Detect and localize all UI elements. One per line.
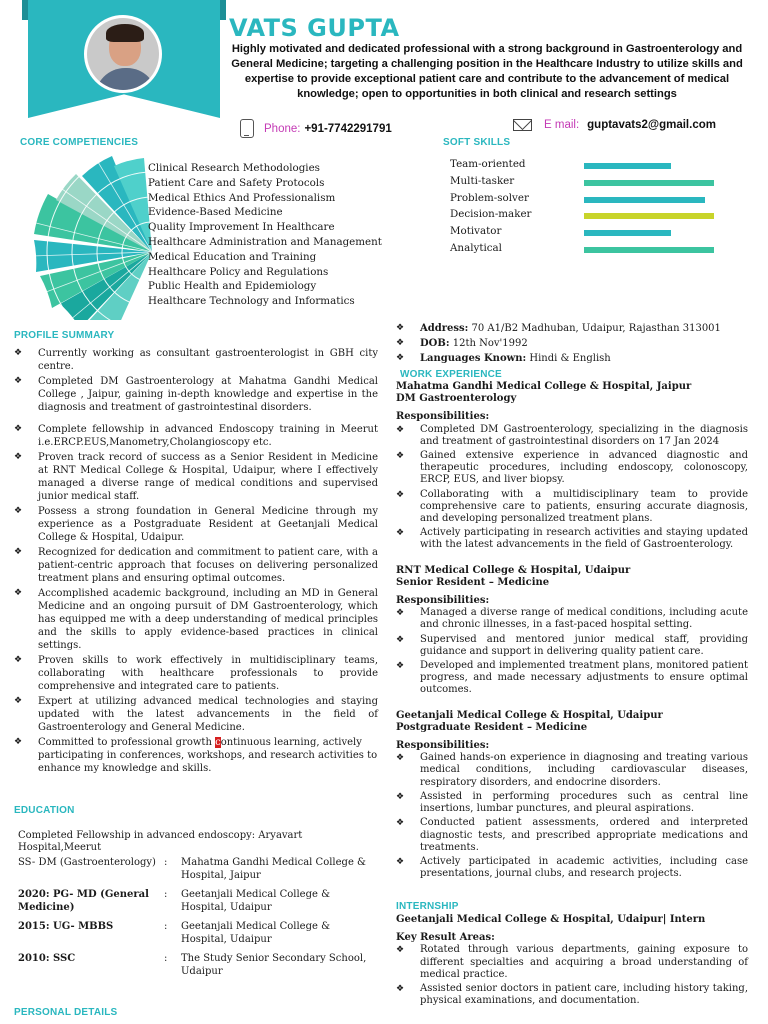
job-role: DM Gastroenterology [396,393,517,405]
job-item: ❖ Assisted in performing procedures such as central line insertions, lumbar punctures, and pleural aspirations. [396,791,748,815]
candidate-name: VATS GUPTA [229,14,400,42]
profile-summary-list [14,347,378,775]
competency-item: Patient Care and Safety Protocols [148,176,325,189]
phone-contact [240,119,392,138]
work-experience [396,381,748,880]
fellowship-line: Completed Fellowship in advanced endoscopy: Aryavart Hospital,Meerut [18,830,303,853]
job-item: ❖ Completed DM Gastroenterology, specializing in the diagnosis and treatment of gastrointestinal disorders on 17 Jan 2024 [396,424,748,448]
internship-org: Geetanjali Medical College & Hospital, Udaipur| Intern [396,914,706,925]
job-item: ❖ Gained extensive experience in advanced diagnostic and therapeutic procedures, including endoscopy, colonoscopy, ERCP, EUS, and liver biopsy. [396,450,748,487]
soft-skill-label: Team-oriented [450,158,526,170]
section-title-work-experience: WORK EXPERIENCE [400,369,502,380]
education-table [18,857,371,985]
soft-skill-bar [584,163,671,169]
education-row [18,857,371,889]
summary-item: ❖ Proven skills to work effectively in multidisciplinary teams, collaborating with healthcare professionals to provide comprehensive and integrated care to patients. [14,654,378,693]
education-degree: 2010: SSC [18,953,76,964]
competency-item: Evidence-Based Medicine [148,206,283,219]
soft-skill-bar [584,230,671,236]
competency-item: Medical Education and Training [148,250,317,263]
personal-details [396,322,746,365]
summary-item: ❖ Accomplished academic background, including an MD in General Medicine and an ongoing pursuit of DM Gastroenterology, which has equipped me with a deep understanding of medical principles and the skills to apply evidence-based practices in clinical settings. [14,587,378,652]
objective-statement: Highly motivated and dedicated professional with a strong background in Gastroenterology and General Medicine; targeting a challenging position in the Healthcare Industry to utilize skills and expertise to provide exceptional patient care and contribute to the advancement of medical knowledge; open to opportunities in both clinical and research settings [231,43,743,100]
competency-item: Healthcare Administration and Management [148,235,382,248]
summary-item: ❖ Currently working as consultant gastroenterologist in GBH city centre. [14,347,378,373]
internship [396,914,748,1007]
mail-icon [513,119,532,131]
email-contact [513,119,716,131]
soft-skill-bar [584,213,714,219]
education-sep: : [164,921,168,932]
education-sep: : [164,857,168,868]
education-row [18,953,371,985]
education-degree: 2020: PG- MD (General Medicine) [18,889,149,913]
job-org: Mahatma Gandhi Medical College & Hospital, Jaipur [396,381,692,392]
section-title-soft-skills: SOFT SKILLS [443,137,511,148]
education-sep: : [164,953,168,964]
competency-item: Medical Ethics And Professionalism [148,191,336,204]
summary-item: ❖ Completed DM Gastroenterology at Mahatma Gandhi Medical College , Jaipur, gaining in-depth knowledge and expertise in the diagnosis and treatment of gastrointestinal disorders. [14,375,378,414]
soft-skill-label: Analytical [450,242,502,254]
competency-item: Healthcare Policy and Regulations [148,265,329,278]
section-title-profile-summary: PROFILE SUMMARY [14,330,115,341]
competency-item: Public Health and Epidemiology [148,280,317,293]
internship-item: ❖ Assisted senior doctors in patient care, including history taking, physical examinations, and documentation. [396,983,748,1007]
internship-item: ❖ Rotated through various departments, gaining exposure to different specialties and acquiring a broad understanding of medical practice. [396,944,748,981]
education-institute: The Study Senior Secondary School, Udaipur [181,953,367,977]
education-sep: : [164,889,168,900]
avatar [84,15,162,93]
soft-skill-bar [584,197,705,203]
competency-list [148,161,382,309]
soft-skill-bar [584,180,714,186]
education-row [18,921,371,953]
job-item: ❖ Collaborating with a multidisciplinary team to provide comprehensive care to patients, ensuring accurate diagnosis, and developing personalized treatment plans. [396,489,748,526]
summary-item: ❖ Proven track record of success as a Senior Resident in Medicine at RNT Medical College & Hospital, Udaipur, where I effectively managed a diverse range of medical conditions and supervised junior medical staff. [14,451,378,503]
education-institute: Geetanjali Medical College & Hospital, Udaipur [181,921,330,945]
summary-item: ❖ Complete fellowship in advanced Endoscopy training in Meerut i.e.ERCP.EUS,Manometry,Cholangioscopy etc. [14,423,378,449]
soft-skill-bar [584,247,714,253]
job-item: ❖ Actively participated in academic activities, including case presentations, journal clubs, and research projects. [396,856,748,880]
ribbon-fold-left [22,0,28,20]
job-role: Postgraduate Resident – Medicine [396,721,588,733]
education-institute: Mahatma Gandhi Medical College & Hospital, Jaipur [181,857,366,881]
job-item: ❖ Developed and implemented treatment plans, monitored patient progress, and made necessary adjustments to ensure optimal outcomes. [396,660,748,697]
phone-icon [240,119,254,138]
job-org: RNT Medical College & Hospital, Udaipur [396,564,631,576]
email-address[interactable]: guptavats2@gmail.com [587,119,716,131]
address-line: ❖ Address: 70 A1/B2 Madhuban, Udaipur, Rajasthan 313001 [396,322,746,335]
job-org: Geetanjali Medical College & Hospital, Udaipur [396,709,663,721]
summary-item: ❖ Committed to professional growth continuous learning, actively participating in conferences, workshops, and research activities to enhance my knowledge and skills. [14,736,378,775]
text-highlight: c [215,737,221,748]
responsibilities-label: Responsibilities: [396,595,490,607]
summary-item: ❖ Expert at utilizing advanced medical technologies and staying updated with the latest advancements in the field of Gastroenterology and General Medicine. [14,695,378,734]
ribbon-fold-right [220,0,226,20]
job-item: ❖ Managed a diverse range of medical conditions, including acute and chronic illnesses, in a fast-paced hospital setting. [396,607,748,631]
phone-number: +91-7742291791 [304,122,392,135]
education-degree: 2015: UG- MBBS [18,921,114,932]
summary-item: ❖ Possess a strong foundation in General Medicine through my experience as a Postgraduate Resident at Geetanjali Medical College & Hospital, Udaipur. [14,505,378,544]
section-title-personal-details: PERSONAL DETAILS [14,1007,118,1018]
soft-skill-label: Decision-maker [450,208,532,221]
job-item: ❖ Conducted patient assessments, ordered and interpreted diagnostic tests, and prescribed appropriate medications and treatments. [396,817,748,854]
job-item: ❖ Actively participating in research activities and staying updated with the latest advancements in the field of Gastroenterology. [396,527,748,551]
section-title-internship: INTERNSHIP [396,901,459,912]
education-degree: SS- DM (Gastroenterology) [18,857,156,868]
languages-line: ❖ Languages Known: Hindi & English [396,352,746,365]
job-item: ❖ Gained hands-on experience in diagnosing and treating various medical conditions, including cardiovascular diseases, respiratory disorders, and endocrine disorders. [396,752,748,789]
soft-skill-label: Motivator [450,225,502,238]
section-title-core-competencies: CORE COMPETIENCIES [20,137,139,148]
responsibilities-label: Responsibilities: [396,740,490,752]
competency-item: Healthcare Technology and Informatics [148,295,355,308]
email-label: E mail: [544,119,580,131]
education-row [18,889,371,921]
dob-line: ❖ DOB: 12th Nov'1992 [396,337,746,350]
section-title-education: EDUCATION [14,805,75,816]
competency-item: Clinical Research Methodologies [148,162,320,174]
responsibilities-label: Responsibilities: [396,411,490,423]
education-institute: Geetanjali Medical College & Hospital, Udaipur [181,889,330,913]
job-item: ❖ Supervised and mentored junior medical staff, providing guidance and support in delivering quality patient care. [396,634,748,658]
summary-item: ❖ Recognized for dedication and commitment to patient care, with a patient-centric approach that focuses on delivering personalized treatment plans and ensuring optimal outcomes. [14,546,378,585]
kra-label: Key Result Areas: [396,932,495,944]
competency-item: Quality Improvement In Healthcare [148,221,335,234]
job-role: Senior Resident – Medicine [396,576,550,588]
phone-label: Phone: [264,122,301,135]
soft-skill-label: Problem-solver [450,191,529,204]
competency-fan-graphic [24,150,164,320]
soft-skill-label: Multi-tasker [450,174,515,187]
